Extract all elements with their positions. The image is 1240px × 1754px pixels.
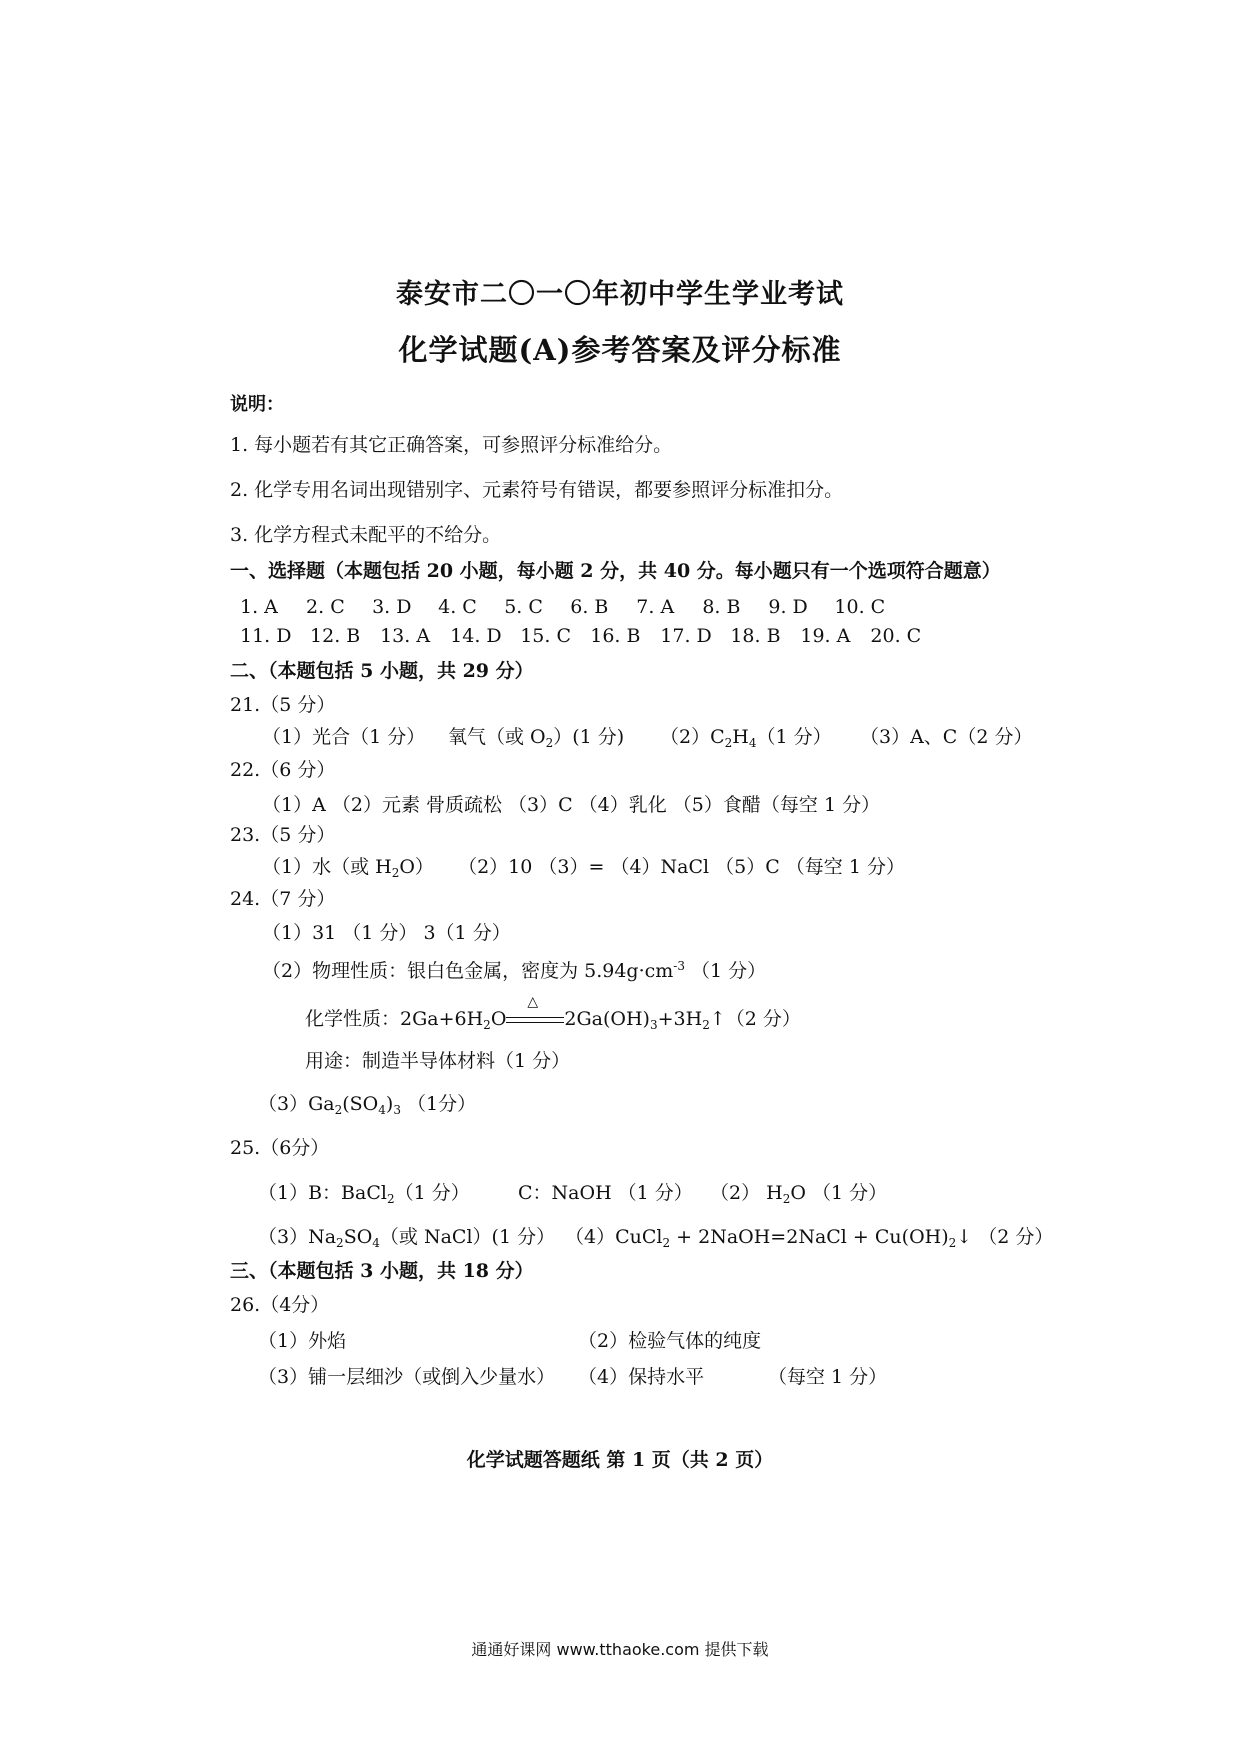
choice-answer: 4. C	[438, 596, 477, 618]
choice-answer: 9. D	[768, 596, 808, 618]
q26-answer-2: （2）检验气体的纯度	[578, 1330, 762, 1352]
q23-label: 23.（5 分）	[230, 824, 336, 846]
section3-heading: 三、（本题包括 3 小题，共 18 分）	[230, 1260, 534, 1282]
exam-subtitle: 化学试题(A)参考答案及评分标准	[398, 333, 842, 367]
choice-answer: 13. A	[380, 625, 431, 647]
choice-answer: 16. B	[590, 625, 641, 647]
choice-answer: 19. A	[800, 625, 851, 647]
q24-line-4: 用途：制造半导体材料（1 分）	[305, 1050, 571, 1072]
q21-answer-1: （1）光合（1 分）	[262, 726, 426, 748]
q24-line-2: （2）物理性质：银白色金属，密度为 $5.94g\cdot cm^{-3}$ （1 分）	[262, 959, 767, 982]
choice-answer: 2. C	[306, 596, 345, 618]
choice-answers-row-2	[240, 625, 934, 647]
q24-line-3: 化学性质：$2Ga+6H_2O$ △ $2Ga(OH)_3+3H_2↑(2$ 分）	[305, 994, 801, 1032]
q26-answer-1: （1）外焰	[258, 1330, 347, 1352]
q21-label: 21.（5 分）	[230, 694, 336, 716]
notes-heading: 说明：	[230, 394, 284, 415]
section1-heading: 一、选择题（本题包括 20 小题，每小题 2 分，共 40 分。每小题只有一个选项符合题意）	[230, 560, 1001, 582]
q25-line-1a: （1）B：BaCl$_2$（1 分）	[258, 1182, 470, 1206]
q22-label: 22.（6 分）	[230, 759, 336, 781]
q26-answer-3: （3）铺一层细沙（或倒入少量水）	[258, 1366, 556, 1388]
choice-answer: 1. A	[240, 596, 278, 618]
q24-line-5: $(3)Ga_2(SO_4)_3$ （1分）	[258, 1093, 477, 1117]
exam-title: 泰安市二〇一〇年初中学生学业考试	[396, 279, 844, 310]
q26-answer-5: （每空 1 分）	[768, 1366, 888, 1388]
q26-answer-4: （4）保持水平	[578, 1366, 705, 1388]
section2-heading: 二、（本题包括 5 小题，共 29 分）	[230, 660, 534, 682]
q24-label: 24.（7 分）	[230, 888, 336, 910]
choice-answer: 18. B	[730, 625, 781, 647]
choice-answers-row-1	[240, 596, 894, 618]
choice-answer: 20. C	[870, 625, 922, 647]
note-item-1: 1. 每小题若有其它正确答案，可参照评分标准给分。	[230, 434, 673, 456]
note-item-2: 2. 化学专用名词出现错别字、元素符号有错误，都要参照评分标准扣分。	[230, 479, 844, 501]
q25-line-1b: C：NaOH （1 分）	[518, 1182, 693, 1204]
choice-answer: 17. D	[660, 625, 712, 647]
q24-line-1: （1）31 （1 分） 3（1 分）	[262, 922, 511, 944]
choice-answer: 12. B	[310, 625, 361, 647]
q25-line-2a: $(3)Na_2SO_4$（或 NaCl）(1 分）	[258, 1226, 556, 1250]
page-number-footer: 化学试题答题纸 第 1 页（共 2 页）	[466, 1449, 774, 1471]
note-item-3: 3. 化学方程式未配平的不给分。	[230, 524, 502, 546]
q25-line-2b: （4）CuCl$_2$ + 2NaOH=2NaCl + $Cu(OH)_2↓$ （2 分）	[565, 1226, 1054, 1250]
source-credit: 通通好课网 www.tthaoke.com 提供下载	[471, 1640, 769, 1659]
q21-answer-3: $(2)C_2H_4(1$ 分）	[660, 726, 832, 750]
q21-answer-2: 氧气（或 $O_2)(1$ 分)	[448, 726, 625, 750]
heat-equals-sign: △	[506, 1011, 564, 1029]
choice-answer: 15. C	[520, 625, 571, 647]
q25-line-1c: （2） $H_2O$ （1 分）	[710, 1182, 888, 1206]
choice-answer: 7. A	[636, 596, 675, 618]
choice-answer: 8. B	[702, 596, 741, 618]
choice-answer: 5. C	[504, 596, 543, 618]
q26-label: 26.（4分）	[230, 1294, 330, 1316]
choice-answer: 6. B	[570, 596, 609, 618]
choice-answer: 11. D	[240, 625, 292, 647]
choice-answer: 14. D	[450, 625, 502, 647]
q23-answers: （1）水（或 $H_2O$） （2）10 （3）= （4）NaCl （5）C （每空 1 分）	[262, 856, 905, 880]
q22-answers: （1）A （2）元素 骨质疏松 （3）C （4）乳化 （5）食醋（每空 1 分）	[262, 794, 881, 816]
choice-answer: 10. C	[834, 596, 886, 618]
choice-answer: 3. D	[372, 596, 412, 618]
q21-answer-4: （3）A、C（2 分）	[860, 726, 1033, 748]
q25-label: 25.（6分）	[230, 1137, 330, 1159]
